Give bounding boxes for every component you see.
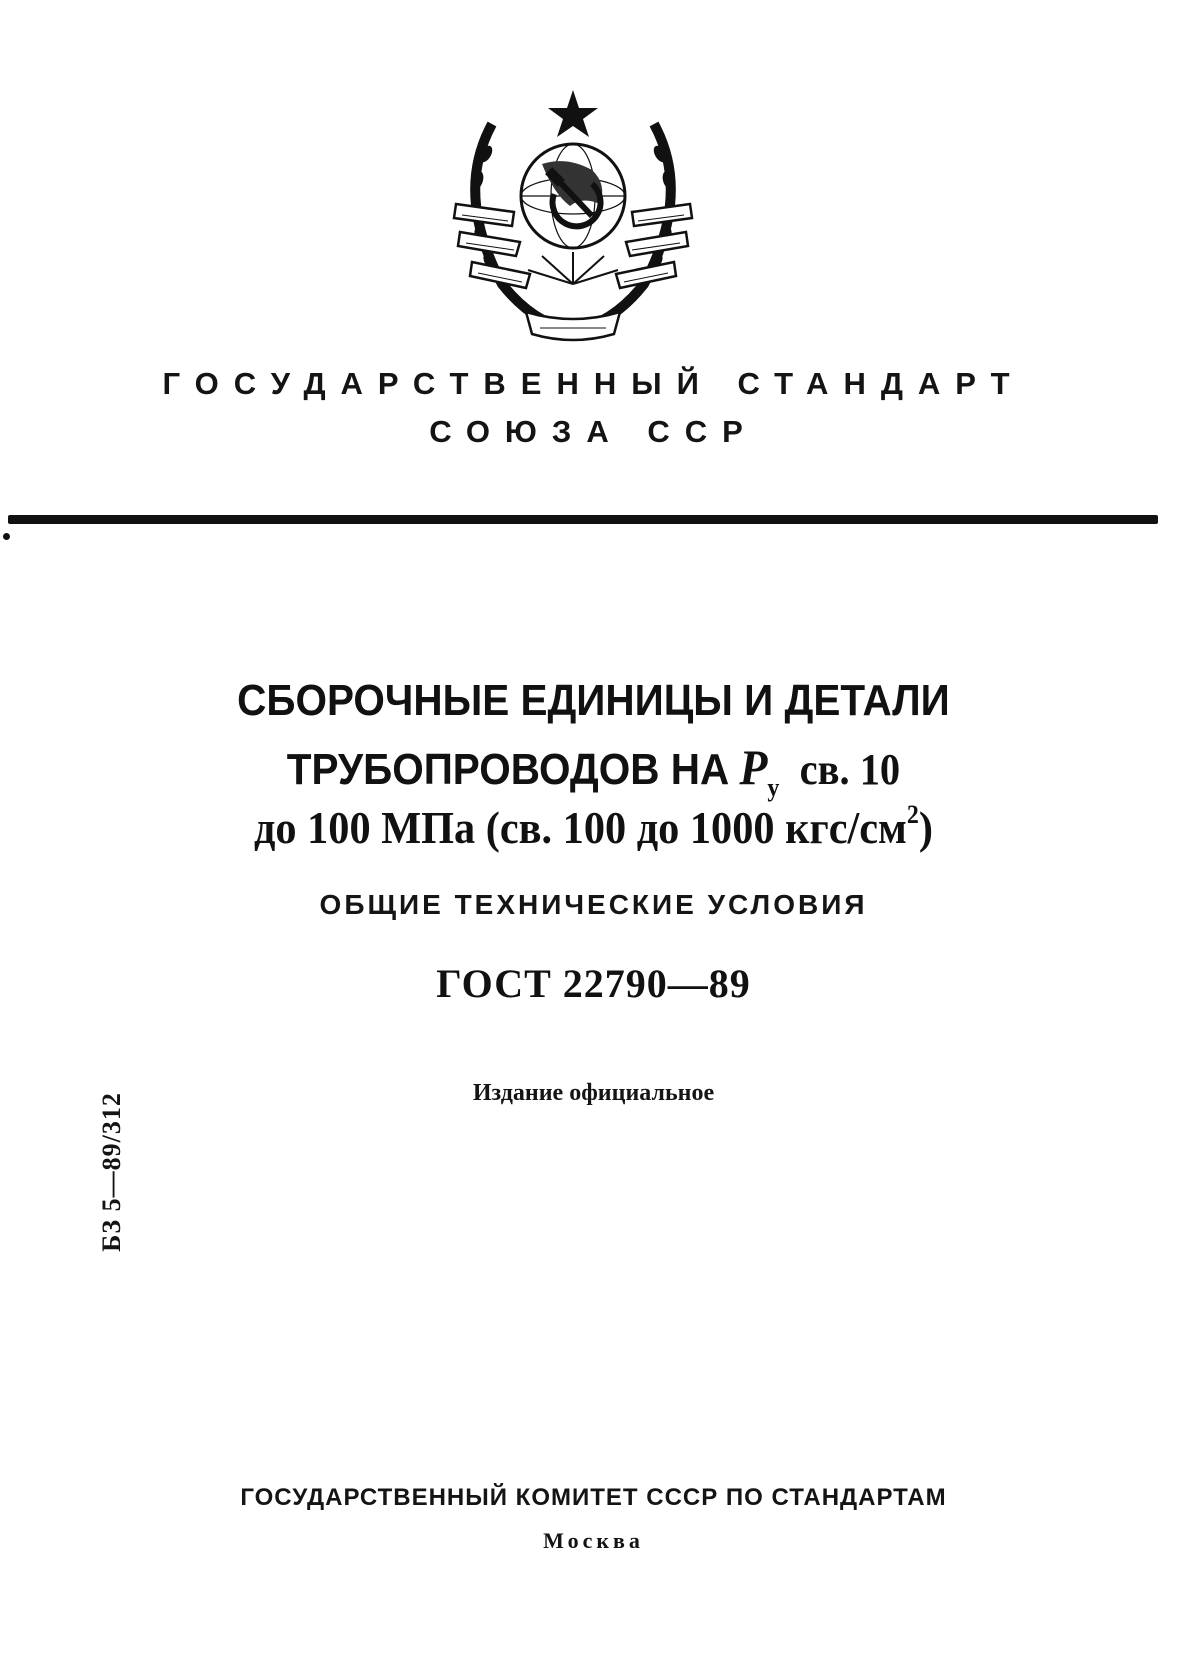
document-title-line2 <box>47 738 1139 803</box>
standard-number: ГОСТ 22790—89 <box>436 961 751 1006</box>
header-title-line1: ГОСУДАРСТВЕННЫЙ СТАНДАРТ <box>162 366 1025 401</box>
title-line3-superscript: 2 <box>906 800 919 829</box>
publisher-name: ГОСУДАРСТВЕННЫЙ КОМИТЕТ СССР ПО СТАНДАРТАМ <box>240 1484 947 1511</box>
rule-mark <box>3 533 10 540</box>
publisher-city: Москва <box>543 1528 644 1553</box>
header-title-line2: СОЮЗА ССР <box>429 414 758 449</box>
document-title-line1: СБОРОЧНЫЕ ЕДИНИЦЫ И ДЕТАЛИ <box>237 676 950 725</box>
pressure-symbol <box>739 739 780 802</box>
pressure-symbol-subscript: у <box>767 773 780 802</box>
document-subtitle: ОБЩИЕ ТЕХНИЧЕСКИЕ УСЛОВИЯ <box>319 889 868 920</box>
title-line3-close: ) <box>918 802 933 853</box>
title-line3-main: до 100 МПа (св. 100 до 1000 кгс/см <box>253 802 907 853</box>
pressure-symbol-letter: P <box>739 739 768 795</box>
side-catalog-code: БЗ 5—89/312 <box>97 1092 126 1252</box>
title-line2-prefix: ТРУБОПРОВОДОВ НА <box>286 745 730 794</box>
title-line2-suffix: св. 10 <box>799 745 901 794</box>
horizontal-rule <box>8 515 1158 524</box>
document-title-line3 <box>47 800 1139 854</box>
ussr-state-emblem-icon <box>442 84 704 346</box>
edition-label: Издание официальное <box>472 1080 715 1106</box>
